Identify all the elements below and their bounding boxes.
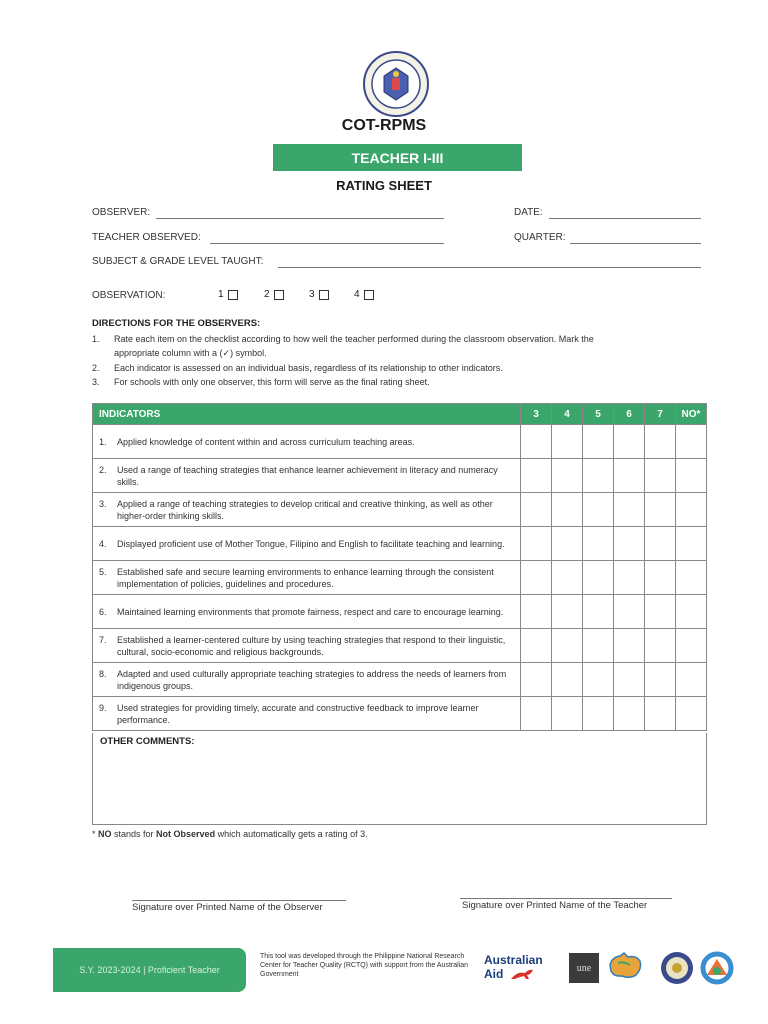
observation-option-1[interactable]: 1 [218,289,238,300]
rating-cell[interactable] [645,629,676,663]
checkbox-icon [364,290,374,300]
teacher-observed-field[interactable] [210,243,444,244]
rating-cell[interactable] [552,493,583,527]
rating-cell[interactable] [521,595,552,629]
indicator-cell: 4. Displayed proficient use of Mother Tongue, Filipino and English to facilitate teaching and learning. [93,527,521,561]
teacher-signature-line[interactable] [460,898,672,899]
rating-cell[interactable] [614,629,645,663]
direction-item: appropriate column with a (✓) symbol. [114,348,267,358]
directions-heading: DIRECTIONS FOR THE OBSERVERS: [92,318,261,329]
australian-aid-logo: Australian Aid [484,953,543,981]
table-row [93,459,707,493]
rating-cell[interactable] [521,663,552,697]
rating-header: 6 [614,404,645,425]
table-row [93,561,707,595]
rating-cell[interactable] [552,527,583,561]
deped-seal-icon [362,50,430,118]
rating-cell[interactable] [614,595,645,629]
rating-cell[interactable] [583,595,614,629]
rating-cell[interactable] [614,527,645,561]
rating-cell[interactable] [583,629,614,663]
school-year-bar: S.Y. 2023-2024 | Proficient Teacher [53,948,246,992]
page-subtitle: RATING SHEET [336,178,432,193]
indicators-table [92,403,707,731]
agency-seal-icon [660,951,694,985]
rating-cell[interactable] [552,595,583,629]
une-logo: une [569,953,599,983]
observation-option-2[interactable]: 2 [264,289,284,300]
rating-cell[interactable] [583,561,614,595]
indicator-cell: 2. Used a range of teaching strategies that enhance learner achievement in literacy and numeracy skills. [93,459,521,493]
rating-cell[interactable] [645,527,676,561]
table-row [93,663,707,697]
table-row [93,493,707,527]
observer-signature-line[interactable] [132,900,346,901]
observer-field[interactable] [156,218,444,219]
table-header-row [93,404,707,425]
indicator-cell: 5. Established safe and secure learning environments to enhance learning through the consistent implementation of policies, guidelines and procedures. [93,561,521,595]
rating-cell[interactable] [521,629,552,663]
indicator-cell: 8. Adapted and used culturally appropriate teaching strategies to address the needs of learners from indigenous groups. [93,663,521,697]
direction-item: 3. For schools with only one observer, this form will serve as the final rating sheet. [92,377,430,387]
rating-cell[interactable] [614,459,645,493]
rating-cell[interactable] [614,493,645,527]
quarter-label: QUARTER: [514,232,566,243]
rating-cell[interactable] [552,561,583,595]
table-row [93,595,707,629]
rating-cell[interactable] [521,425,552,459]
rating-header: 4 [552,404,583,425]
rating-header: 5 [583,404,614,425]
table-row [93,629,707,663]
rating-cell[interactable] [552,663,583,697]
rating-cell[interactable] [552,425,583,459]
rating-cell[interactable] [645,425,676,459]
table-row [93,697,707,731]
observer-label: OBSERVER: [92,207,151,218]
indicator-cell: 1. Applied knowledge of content within and across curriculum teaching areas. [93,425,521,459]
rating-cell[interactable] [676,425,707,459]
footnote: * NO stands for Not Observed which automatically gets a rating of 3. [92,829,368,839]
rating-cell[interactable] [614,663,645,697]
rating-cell[interactable] [645,697,676,731]
observation-option-4[interactable]: 4 [354,289,374,300]
indicator-cell: 9. Used strategies for providing timely, accurate and constructive feedback to improve learner performance. [93,697,521,731]
rating-cell[interactable] [614,425,645,459]
indicator-cell: 3. Applied a range of teaching strategies to develop critical and creative thinking, as well as other higher-order thinking skills. [93,493,521,527]
quarter-field[interactable] [570,243,701,244]
observation-label: OBSERVATION: [92,290,166,301]
rctq-logo-icon [700,951,734,985]
page-title: COT-RPMS [341,117,427,134]
rating-header: 3 [521,404,552,425]
observation-option-3[interactable]: 3 [309,289,329,300]
rating-cell[interactable] [521,697,552,731]
credit-text: This tool was developed through the Philippine National Research Center for Teacher Quality (RCTQ) with support from the Australian Government [260,953,469,978]
teacher-level-banner: TEACHER I-III [273,144,522,171]
rating-cell[interactable] [676,561,707,595]
date-label: DATE: [514,207,543,218]
rating-cell[interactable] [583,697,614,731]
rating-cell[interactable] [614,561,645,595]
rating-cell[interactable] [645,493,676,527]
kangaroo-icon [509,967,537,981]
rating-cell[interactable] [645,595,676,629]
australia-map-icon [606,951,644,983]
rating-cell[interactable] [676,629,707,663]
rating-cell[interactable] [645,459,676,493]
observer-signature-label: Signature over Printed Name of the Observer [132,902,323,913]
rating-header: 7 [645,404,676,425]
checkbox-icon [274,290,284,300]
rating-cell[interactable] [521,493,552,527]
rating-cell[interactable] [676,595,707,629]
rating-cell[interactable] [583,527,614,561]
comments-label: OTHER COMMENTS: [100,736,195,747]
rating-cell[interactable] [645,663,676,697]
rating-cell[interactable] [552,629,583,663]
direction-item: 2. Each indicator is assessed on an individual basis, regardless of its relationship to other indicators. [92,363,503,373]
direction-item: 1. Rate each item on the checklist according to how well the teacher performed during the classroom observation. Mark the [92,334,594,344]
rating-cell[interactable] [521,561,552,595]
rating-cell[interactable] [676,697,707,731]
rating-cell[interactable] [614,697,645,731]
rating-cell[interactable] [521,527,552,561]
table-row [93,425,707,459]
rating-cell[interactable] [552,697,583,731]
rating-cell[interactable] [583,459,614,493]
rating-header: NO* [676,404,707,425]
indicator-cell: 6. Maintained learning environments that promote fairness, respect and care to encourage learning. [93,595,521,629]
rating-cell[interactable] [583,425,614,459]
teacher-observed-label: TEACHER OBSERVED: [92,232,201,243]
checkbox-icon [228,290,238,300]
rating-cell[interactable] [676,663,707,697]
rating-cell[interactable] [583,493,614,527]
rating-cell[interactable] [552,459,583,493]
rating-cell[interactable] [676,459,707,493]
rating-cell[interactable] [676,493,707,527]
rating-cell[interactable] [521,459,552,493]
rating-cell[interactable] [583,663,614,697]
date-field[interactable] [549,218,701,219]
checkbox-icon [319,290,329,300]
table-row [93,527,707,561]
rating-cell[interactable] [676,527,707,561]
subject-grade-field[interactable] [278,267,701,268]
teacher-signature-label: Signature over Printed Name of the Teacher [462,900,648,911]
indicator-cell: 7. Established a learner-centered culture by using teaching strategies that respond to their linguistic, cultural, socio-economic and religious backgrounds. [93,629,521,663]
rating-cell[interactable] [645,561,676,595]
subject-grade-label: SUBJECT & GRADE LEVEL TAUGHT: [92,256,264,267]
indicators-header: INDICATORS [93,404,521,425]
